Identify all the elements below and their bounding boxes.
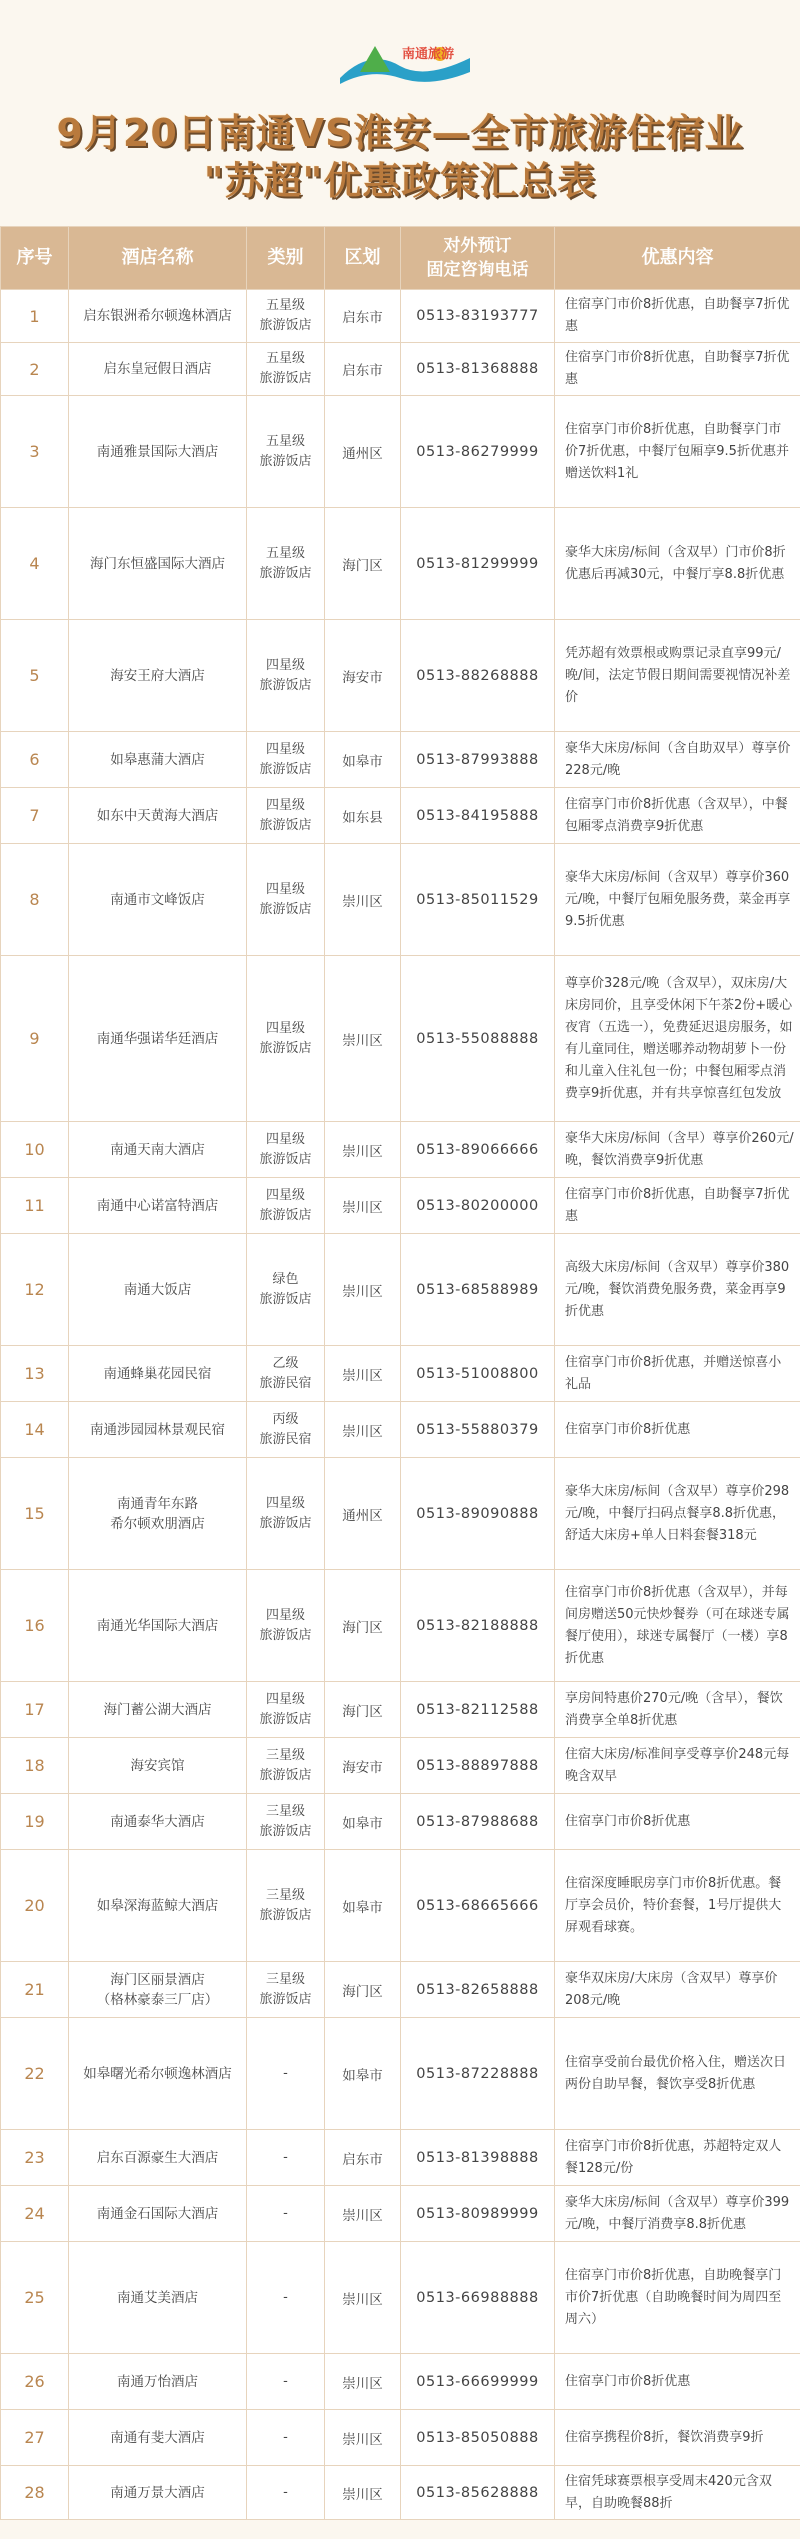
hotel-district: 如皋市 [325,1794,401,1850]
hotel-district: 启东市 [325,2130,401,2186]
hotel-offer: 住宿享门市价8折优惠，自助餐享7折优惠 [555,343,800,396]
hotel-district: 如皋市 [325,732,401,788]
hotel-name: 南通大饭店 [69,1234,247,1346]
hotel-name: 海安王府大酒店 [69,620,247,732]
hotel-offer: 豪华大床房/标间（含双早）尊享价399元/晚，中餐厅消费享8.8折优惠 [555,2186,800,2242]
hotel-district: 通州区 [325,1458,401,1570]
hotel-district: 崇川区 [325,1346,401,1402]
hotel-district: 如皋市 [325,1850,401,1962]
row-index: 13 [1,1346,69,1402]
hotel-offer: 豪华大床房/标间（含自助双早）尊享价228元/晚 [555,732,800,788]
hotel-phone: 0513-82658888 [401,1962,555,2018]
hotel-category: 三星级 旅游饭店 [247,1738,325,1794]
hotel-name: 南通万怡酒店 [69,2354,247,2410]
row-index: 27 [1,2410,69,2466]
table-row [1,620,800,732]
table-row [1,1794,800,1850]
hotel-offer: 住宿享门市价8折优惠，自助餐享7折优惠 [555,1178,800,1234]
hotel-name: 如皋曙光希尔顿逸林酒店 [69,2018,247,2130]
row-index: 12 [1,1234,69,1346]
table-row [1,2466,800,2520]
hotel-category: - [247,2186,325,2242]
hotel-offer: 住宿享门市价8折优惠，苏超特定双人餐128元/份 [555,2130,800,2186]
table-row [1,956,800,1122]
table-row [1,508,800,620]
table-row [1,1570,800,1682]
hotel-offer: 住宿享门市价8折优惠 [555,1794,800,1850]
hotel-phone: 0513-66988888 [401,2242,555,2354]
hotel-phone: 0513-68588989 [401,1234,555,1346]
table-row [1,343,800,396]
hotel-phone: 0513-68665666 [401,1850,555,1962]
hotel-category: 五星级 旅游饭店 [247,508,325,620]
hotel-phone: 0513-81398888 [401,2130,555,2186]
hotel-phone: 0513-55088888 [401,956,555,1122]
row-index: 10 [1,1122,69,1178]
table-row [1,1682,800,1738]
hotel-category: 五星级 旅游饭店 [247,343,325,396]
hotel-district: 启东市 [325,290,401,343]
hotel-category: 四星级 旅游饭店 [247,1178,325,1234]
hotel-offer: 尊享价328元/晚（含双早），双床房/大床房同价，且享受休闲下午茶2份+暖心夜宵（五选一），免费延迟退房服务，如有儿童同住，赠送哪养动物胡萝卜一份和儿童入住礼包一份；中餐包厢零点消费享9折优惠，并有共享惊喜红包发放 [555,956,800,1122]
hotel-district: 崇川区 [325,2410,401,2466]
hotel-category: - [247,2130,325,2186]
hotel-name: 南通涉园园林景观民宿 [69,1402,247,1458]
hotel-offer: 豪华大床房/标间（含早）尊享价260元/晚，餐饮消费享9折优惠 [555,1122,800,1178]
col-header-index: 序号 [1,227,69,290]
hotel-phone: 0513-55880379 [401,1402,555,1458]
hotel-offer: 豪华大床房/标间（含双早）尊享价360元/晚，中餐厅包厢免服务费，菜金再享9.5折优惠 [555,844,800,956]
hotel-name: 南通艾美酒店 [69,2242,247,2354]
table-row [1,732,800,788]
hotel-phone: 0513-82188888 [401,1570,555,1682]
hotel-phone: 0513-85011529 [401,844,555,956]
hotel-name: 南通有斐大酒店 [69,2410,247,2466]
hotel-category: 三星级 旅游饭店 [247,1962,325,2018]
hotel-district: 海门区 [325,1570,401,1682]
hotel-phone: 0513-83193777 [401,290,555,343]
table-row [1,844,800,956]
row-index: 16 [1,1570,69,1682]
row-index: 25 [1,2242,69,2354]
hotel-name: 启东皇冠假日酒店 [69,343,247,396]
hotel-phone: 0513-84195888 [401,788,555,844]
nantong-tourism-logo [330,38,480,90]
hotel-district: 通州区 [325,396,401,508]
table-row [1,396,800,508]
hotel-district: 崇川区 [325,2186,401,2242]
hotel-offer: 享房间特惠价270元/晚（含早），餐饮消费享全单8折优惠 [555,1682,800,1738]
hotel-district: 崇川区 [325,1122,401,1178]
hotel-offer: 住宿凭球赛票根享受周末420元含双早，自助晚餐88折 [555,2466,800,2520]
hotel-name: 如皋深海蓝鲸大酒店 [69,1850,247,1962]
table-row [1,1962,800,2018]
hotel-offer: 住宿享门市价8折优惠，并赠送惊喜小礼品 [555,1346,800,1402]
hotel-district: 海门区 [325,1682,401,1738]
hotel-phone: 0513-89090888 [401,1458,555,1570]
row-index: 18 [1,1738,69,1794]
hotel-phone: 0513-81368888 [401,343,555,396]
hotel-offer: 住宿享门市价8折优惠 [555,1402,800,1458]
row-index: 2 [1,343,69,396]
hotel-district: 崇川区 [325,844,401,956]
hotel-name: 海门蓄公湖大酒店 [69,1682,247,1738]
hotel-category: 三星级 旅游饭店 [247,1794,325,1850]
hotel-name: 南通华强诺华廷酒店 [69,956,247,1122]
svg-text:南通旅游: 南通旅游 [402,47,455,62]
row-index: 5 [1,620,69,732]
table-row [1,290,800,343]
hotel-offer: 住宿深度睡眠房享门市价8折优惠。餐厅享会员价，特价套餐，1号厅提供大屏观看球赛。 [555,1850,800,1962]
col-header-hotel-name: 酒店名称 [69,227,247,290]
hotel-offer: 凭苏超有效票根或购票记录直享99元/晚/间，法定节假日期间需要视情况补差价 [555,620,800,732]
hotel-category: - [247,2410,325,2466]
row-index: 8 [1,844,69,956]
table-header-row [1,227,800,290]
hotel-name: 南通蜂巢花园民宿 [69,1346,247,1402]
row-index: 3 [1,396,69,508]
table-row [1,1234,800,1346]
hotel-offer: 住宿享门市价8折优惠（含双早），并每间房赠送50元快炒餐券（可在球迷专属餐厅使用），球迷专属餐厅（一楼）享8折优惠 [555,1570,800,1682]
hotel-district: 崇川区 [325,2354,401,2410]
table-row [1,2410,800,2466]
row-index: 7 [1,788,69,844]
table-row [1,1122,800,1178]
hotel-phone: 0513-87993888 [401,732,555,788]
hotel-category: - [247,2466,325,2520]
row-index: 14 [1,1402,69,1458]
hotel-offer: 高级大床房/标间（含双早）尊享价380元/晚，餐饮消费免服务费，菜金再享9折优惠 [555,1234,800,1346]
hotel-category: - [247,2354,325,2410]
hotel-name: 南通中心诺富特酒店 [69,1178,247,1234]
row-index: 23 [1,2130,69,2186]
table-row [1,1402,800,1458]
hotel-district: 如皋市 [325,2018,401,2130]
hotel-category: 四星级 旅游饭店 [247,956,325,1122]
col-header-category: 类别 [247,227,325,290]
hotel-offer: 住宿享门市价8折优惠，自助餐享门市价7折优惠，中餐厅包厢享9.5折优惠并赠送饮料1礼 [555,396,800,508]
hotel-name: 海安宾馆 [69,1738,247,1794]
row-index: 9 [1,956,69,1122]
table-row [1,2242,800,2354]
hotel-name: 启东银洲希尔顿逸林酒店 [69,290,247,343]
hotel-district: 崇川区 [325,1402,401,1458]
hotel-phone: 0513-85050888 [401,2410,555,2466]
col-header-offer: 优惠内容 [555,227,800,290]
hotel-district: 如东县 [325,788,401,844]
page-title-line2: "苏超"优惠政策汇总表 [203,159,597,203]
row-index: 28 [1,2466,69,2520]
row-index: 6 [1,732,69,788]
hotel-phone: 0513-86279999 [401,396,555,508]
hotel-district: 崇川区 [325,2242,401,2354]
hotel-name: 南通光华国际大酒店 [69,1570,247,1682]
hotel-phone: 0513-66699999 [401,2354,555,2410]
row-index: 20 [1,1850,69,1962]
hotel-category: 四星级 旅游饭店 [247,788,325,844]
hotel-district: 崇川区 [325,1234,401,1346]
hotel-name: 如东中天黄海大酒店 [69,788,247,844]
hotel-category: - [247,2018,325,2130]
hotel-district: 崇川区 [325,1178,401,1234]
hotel-category: 四星级 旅游饭店 [247,1122,325,1178]
table-row [1,1850,800,1962]
table-row [1,1346,800,1402]
col-header-phone: 对外预订 固定咨询电话 [401,227,555,290]
row-index: 24 [1,2186,69,2242]
hotel-category: 四星级 旅游饭店 [247,1570,325,1682]
hotel-offer: 住宿享门市价8折优惠，自助餐享7折优惠 [555,290,800,343]
table-row [1,1738,800,1794]
hotel-phone: 0513-88268888 [401,620,555,732]
hotel-offer: 豪华大床房/标间（含双早）尊享价298元/晚，中餐厅扫码点餐享8.8折优惠，舒适大床房+单人日料套餐318元 [555,1458,800,1570]
hotel-district: 海安市 [325,1738,401,1794]
hotel-name: 南通市文峰饭店 [69,844,247,956]
hotel-name: 南通天南大酒店 [69,1122,247,1178]
hotel-category: 五星级 旅游饭店 [247,290,325,343]
hotel-name: 如皋惠蒲大酒店 [69,732,247,788]
hotel-name: 南通青年东路 希尔顿欢朋酒店 [69,1458,247,1570]
table-row [1,2186,800,2242]
hotel-district: 崇川区 [325,956,401,1122]
hotel-phone: 0513-82112588 [401,1682,555,1738]
hotel-offer: 住宿享门市价8折优惠 [555,2354,800,2410]
hotel-category: 四星级 旅游饭店 [247,1458,325,1570]
hotel-category: 四星级 旅游饭店 [247,844,325,956]
hotel-phone: 0513-89066666 [401,1122,555,1178]
row-index: 1 [1,290,69,343]
hotel-phone: 0513-51008800 [401,1346,555,1402]
row-index: 4 [1,508,69,620]
hotel-category: 三星级 旅游饭店 [247,1850,325,1962]
table-row [1,2130,800,2186]
hotel-offer: 住宿享携程价8折，餐饮消费享9折 [555,2410,800,2466]
hotel-name: 南通泰华大酒店 [69,1794,247,1850]
hotel-name: 海门东恒盛国际大酒店 [69,508,247,620]
row-index: 19 [1,1794,69,1850]
hotel-category: 乙级 旅游民宿 [247,1346,325,1402]
row-index: 15 [1,1458,69,1570]
table-row [1,788,800,844]
hotel-phone: 0513-80200000 [401,1178,555,1234]
row-index: 22 [1,2018,69,2130]
table-row [1,2354,800,2410]
hotel-phone: 0513-80989999 [401,2186,555,2242]
table-row [1,1178,800,1234]
hotel-phone: 0513-88897888 [401,1738,555,1794]
table-row [1,1458,800,1570]
row-index: 11 [1,1178,69,1234]
hotel-phone: 0513-85628888 [401,2466,555,2520]
table-row [1,2018,800,2130]
hotel-category: 丙级 旅游民宿 [247,1402,325,1458]
row-index: 17 [1,1682,69,1738]
hotel-name: 海门区丽景酒店 （格林豪泰三厂店） [69,1962,247,2018]
hotel-category: 绿色 旅游饭店 [247,1234,325,1346]
hotel-offer: 住宿享门市价8折优惠（含双早），中餐包厢零点消费享9折优惠 [555,788,800,844]
row-index: 26 [1,2354,69,2410]
hotel-category: 四星级 旅游饭店 [247,620,325,732]
hotel-phone: 0513-87228888 [401,2018,555,2130]
hotel-category: 四星级 旅游饭店 [247,1682,325,1738]
hotel-category: - [247,2242,325,2354]
hotel-offer: 住宿大床房/标准间享受尊享价248元每晚含双早 [555,1738,800,1794]
hotel-phone: 0513-81299999 [401,508,555,620]
hotel-district: 海门区 [325,1962,401,2018]
hotel-district: 启东市 [325,343,401,396]
col-header-district: 区划 [325,227,401,290]
hotel-district: 海门区 [325,508,401,620]
hotel-offer: 住宿享门市价8折优惠，自助晚餐享门市价7折优惠（自助晚餐时间为周四至周六） [555,2242,800,2354]
hotel-phone: 0513-87988688 [401,1794,555,1850]
hotel-offers-table [0,226,800,2520]
hotel-district: 海安市 [325,620,401,732]
row-index: 21 [1,1962,69,2018]
page-header [0,0,800,228]
hotel-category: 五星级 旅游饭店 [247,396,325,508]
hotel-name: 南通金石国际大酒店 [69,2186,247,2242]
page-title-line1: 9月20日南通VS淮安—全市旅游住宿业 [56,111,744,155]
hotel-category: 四星级 旅游饭店 [247,732,325,788]
hotel-offer: 豪华大床房/标间（含双早）门市价8折优惠后再减30元，中餐厅享8.8折优惠 [555,508,800,620]
hotel-offer: 豪华双床房/大床房（含双早）尊享价208元/晚 [555,1962,800,2018]
hotel-name: 启东百源豪生大酒店 [69,2130,247,2186]
hotel-district: 崇川区 [325,2466,401,2520]
hotel-name: 南通万景大酒店 [69,2466,247,2520]
hotel-offer: 住宿享受前台最优价格入住，赠送次日两份自助早餐，餐饮享受8折优惠 [555,2018,800,2130]
hotel-name: 南通雅景国际大酒店 [69,396,247,508]
